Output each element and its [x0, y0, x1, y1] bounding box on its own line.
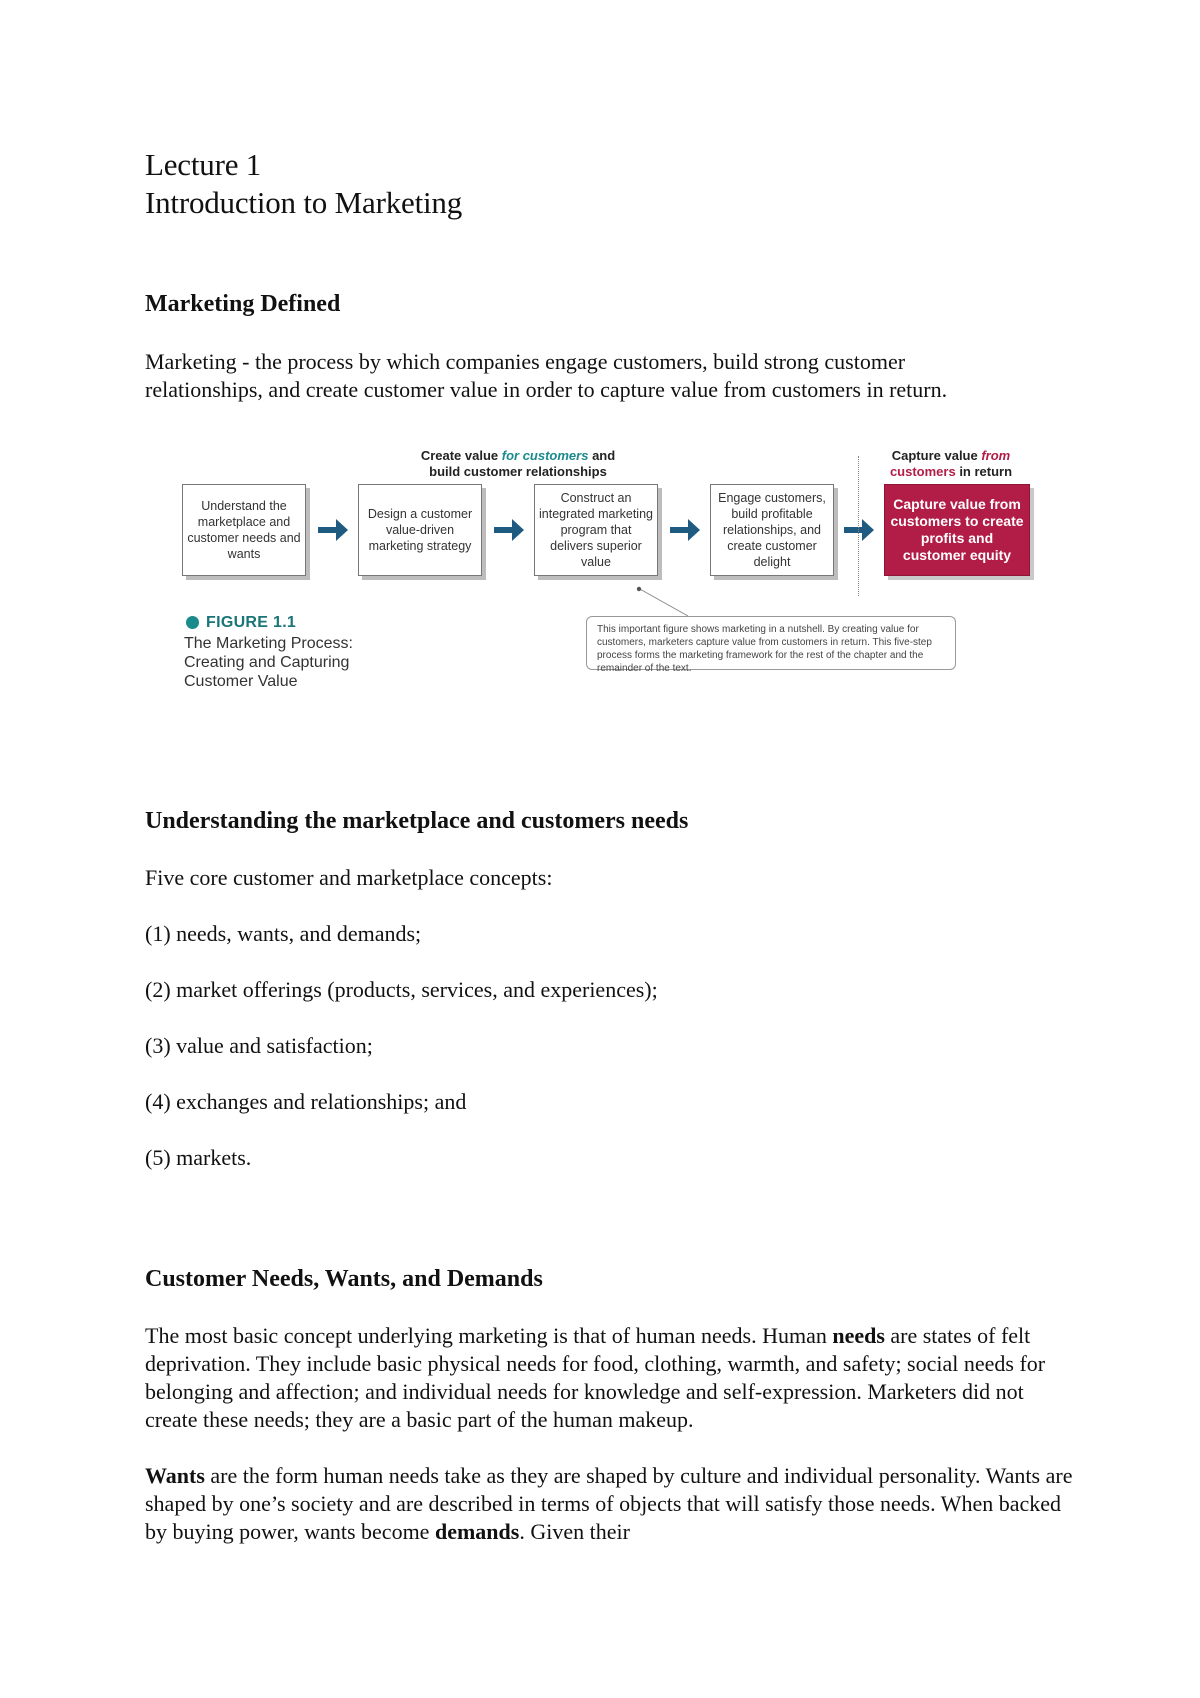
marketing-definition-line1: Marketing - the process by which companies engage customers, build strong customer	[145, 349, 906, 374]
step-engage-customers: Engage customers, build profitable relationships, and create customer delight	[710, 484, 834, 576]
step-understand-marketplace: Understand the marketplace and customer needs and wants	[182, 484, 306, 576]
figure-header-create-value: Create value for customers and build customer relationships	[420, 448, 616, 479]
figure-label: FIGURE 1.1	[206, 614, 297, 631]
section-heading-marketing-defined: Marketing Defined	[145, 291, 341, 317]
list-item: (2) market offerings (products, services, and experiences);	[145, 977, 658, 1002]
needs-paragraph: The most basic concept underlying marketing is that of human needs. Human needs are states of felt deprivation. They include basic physical needs for food, clothing, warmth, and safety; social needs for belonging and affection; and individual needs for knowledge and self-expression. Marketers did not create these needs; they are a basic part of the human makeup.	[145, 1323, 1046, 1432]
figure-bullet-icon	[186, 616, 199, 629]
section-heading-understanding-marketplace: Understanding the marketplace and customers needs	[145, 808, 689, 834]
list-item: (3) value and satisfaction;	[145, 1033, 373, 1058]
marketing-definition-line2: relationships, and create customer value in order to capture value from customers in return.	[145, 377, 948, 402]
arrow-right-icon	[316, 516, 350, 544]
figure-header-capture-value: Capture value from customers in return	[889, 448, 1013, 479]
step-design-strategy: Design a customer value-driven marketing strategy	[358, 484, 482, 576]
arrow-right-icon	[668, 516, 702, 544]
arrow-right-icon	[492, 516, 526, 544]
figure-divider	[858, 456, 859, 596]
figure-caption: The Marketing Process: Creating and Capturing Customer Value	[184, 635, 353, 690]
list-item: (1) needs, wants, and demands;	[145, 921, 422, 946]
wants-paragraph: Wants are the form human needs take as they are shaped by culture and individual personality. Wants are shaped by one’s society and are described in terms of objects that will satisfy those needs. When backed by buying power, wants become demands. Given their	[145, 1463, 1073, 1544]
list-item: (4) exchanges and relationships; and	[145, 1089, 467, 1114]
step-construct-program: Construct an integrated marketing program that delivers superior value	[534, 484, 658, 576]
step-capture-value: Capture value from customers to create profits and customer equity	[884, 484, 1030, 576]
callout-pointer	[636, 586, 696, 618]
list-item: (5) markets.	[145, 1145, 252, 1170]
core-concepts-intro: Five core customer and marketplace concepts:	[145, 865, 553, 890]
section-heading-needs-wants-demands: Customer Needs, Wants, and Demands	[145, 1266, 543, 1292]
figure-callout-note: This important figure shows marketing in a nutshell. By creating value for customers, marketers capture value from customers in return. This five-step process forms the marketing framework for the rest of the chapter and the remainder of the text.	[586, 616, 956, 670]
lecture-number: Lecture 1	[145, 147, 262, 182]
arrow-right-icon	[842, 516, 876, 544]
marketing-process-figure	[178, 444, 1038, 704]
lecture-title: Introduction to Marketing	[145, 185, 462, 220]
